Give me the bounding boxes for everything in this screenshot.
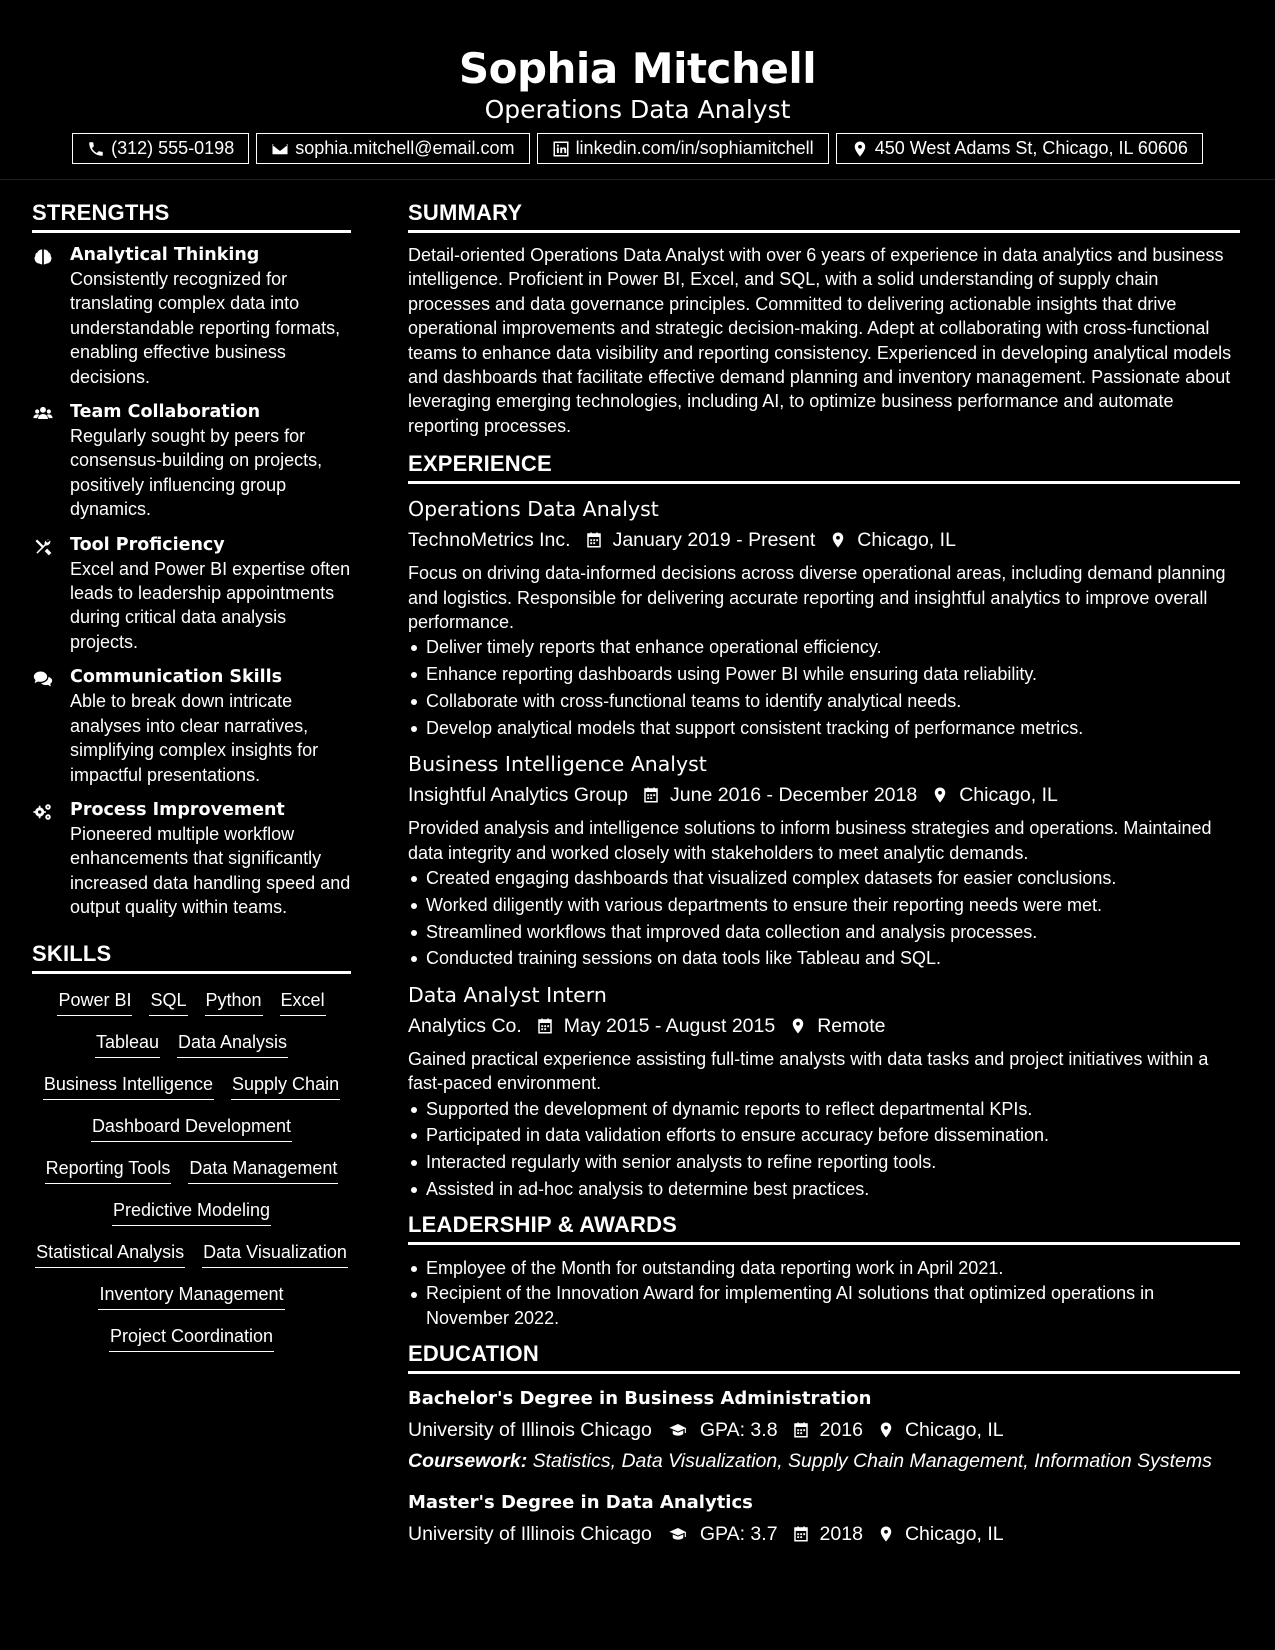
map-marker-icon [877,1421,895,1439]
degree-location: Chicago, IL [904,1419,1004,1442]
summary-text: Detail-oriented Operations Data Analyst with over 6 years of experience in data analytics and business intelligence. Proficient in Power BI, Excel, and SQL, with a solid understanding of supply chain processes and data governance principles. Committed to delivering actionable insights that drive operational improvements and strategic decision-making. Adept at collaborating with cross-functional teams to enhance data visibility and reporting consistency. Experienced in developing analytical models and dashboards that facilitate effective demand planning and inventory management. Passionate about leveraging emerging technologies, including AI, to optimize business performance and automate reporting processes. [408,245,1232,436]
strength-title: Team Collaboration [70,402,261,423]
degree-school: University of Illinois Chicago [408,1419,652,1442]
skills-list [32,984,351,1356]
degree-gpa: GPA: 3.8 [699,1419,778,1442]
degree-title: Master's Degree in Data Analytics [408,1492,753,1514]
skill-tag: Supply Chain [231,1072,340,1100]
degree-school: University of Illinois Chicago [408,1523,652,1546]
leadership-list [408,1255,1240,1331]
job-dates: January 2019 - Present [612,529,816,552]
skill-tag: Predictive Modeling [112,1198,271,1226]
calendar-icon [792,1421,810,1439]
graduation-cap-icon [666,1421,690,1439]
skill-tag: Data Visualization [202,1240,348,1268]
strength-title: Analytical Thinking [70,245,260,265]
contact-linkedin[interactable] [537,133,829,164]
list-item: Assisted in ad-hoc analysis to determine best practices. [408,1176,1240,1203]
list-item: Worked diligently with various departments to ensure their reporting needs were met. [408,892,1240,919]
skill-tag: Dashboard Development [91,1114,292,1142]
job-bullets [408,865,1240,972]
coursework [408,1446,1240,1476]
degree-meta [408,1518,1240,1550]
calendar-icon [536,1017,554,1035]
brain-icon [32,247,54,267]
degree-location: Chicago, IL [904,1523,1004,1546]
skills-heading: SKILLS [32,940,351,974]
education-heading: EDUCATION [408,1340,1240,1374]
resume-header [0,0,1275,180]
skill-tag: Excel [280,988,326,1016]
phone-icon [87,140,105,158]
leadership-heading: LEADERSHIP & AWARDS [408,1211,1240,1245]
contact-email[interactable] [256,133,529,164]
job-entry [408,494,1240,741]
phone-text: (312) 555-0198 [111,138,235,158]
skill-tag: Power BI [57,988,132,1016]
list-item: Employee of the Month for outstanding data reporting work in April 2021. [408,1255,1240,1282]
skill-tag: Reporting Tools [45,1156,172,1184]
contact-bar [0,133,1275,164]
linkedin-icon [552,140,570,158]
list-item: Conducted training sessions on data tools like Tableau and SQL. [408,945,1240,972]
skill-tag: Data Analysis [177,1030,288,1058]
job-bullets [408,634,1240,741]
job-description: Focus on driving data-informed decisions across diverse operational areas, including demand planning and logistics. Responsible for delivering accurate reporting and insightful analytics to improve overall performance. [408,563,1226,633]
job-title: Operations Data Analyst [408,497,659,522]
map-marker-icon [829,531,847,549]
strength-title: Process Improvement [70,799,285,820]
tools-icon [32,537,54,557]
skill-tag: Inventory Management [98,1282,284,1310]
degree-gpa: GPA: 3.7 [699,1523,778,1546]
calendar-icon [585,531,603,549]
envelope-icon [271,140,289,158]
list-item: Streamlined workflows that improved data collection and analysis processes. [408,919,1240,946]
list-item: Develop analytical models that support consistent tracking of performance metrics. [408,715,1240,742]
skill-tag: SQL [149,988,187,1016]
job-location: Remote [817,1014,886,1037]
strength-item [32,533,351,655]
map-marker-icon [789,1017,807,1035]
degree-meta [408,1414,1240,1446]
users-icon [32,404,54,424]
job-dates: June 2016 - December 2018 [670,784,918,807]
list-item: Enhance reporting dashboards using Power BI while ensuring data reliability. [408,661,1240,688]
linkedin-text: linkedin.com/in/sophiamitchell [575,138,814,158]
map-marker-icon [931,786,949,804]
candidate-name: Sophia Mitchell [458,44,817,93]
strength-item [32,400,351,522]
coursework-label: Coursework: [408,1450,528,1473]
calendar-icon [642,786,660,804]
contact-phone[interactable] [72,133,249,164]
comments-icon [32,669,54,689]
calendar-icon [792,1525,810,1543]
list-item: Collaborate with cross-functional teams to identify analytical needs. [408,688,1240,715]
address-text: 450 West Adams St, Chicago, IL 60606 [874,138,1188,158]
skill-tag: Business Intelligence [43,1072,214,1100]
job-company: Insightful Analytics Group [408,784,629,807]
map-marker-icon [877,1525,895,1543]
list-item: Created engaging dashboards that visualized complex datasets for easier conclusions. [408,865,1240,892]
list-item: Interacted regularly with senior analysts to refine reporting tools. [408,1149,1240,1176]
job-location: Chicago, IL [857,529,956,552]
job-company: Analytics Co. [408,1014,522,1037]
experience-heading: EXPERIENCE [408,450,1240,484]
strength-desc: Excel and Power BI expertise often leads to leadership appointments during critical data analysis projects. [70,558,351,652]
job-dates: May 2015 - August 2015 [563,1014,776,1037]
job-description: Provided analysis and intelligence solutions to inform business strategies and operations. Maintained data integrity and worked closely with stakeholders to meet analytic demands. [408,818,1212,863]
job-meta [408,779,1240,811]
degree-title: Bachelor's Degree in Business Administration [408,1388,872,1410]
job-title: Data Analyst Intern [408,982,607,1007]
list-item: Recipient of the Innovation Award for implementing AI solutions that optimized operations in November 2022. [408,1281,1240,1330]
summary-heading: SUMMARY [408,199,1240,233]
job-entry [408,749,1240,972]
degree-year: 2018 [819,1523,863,1546]
job-location: Chicago, IL [959,784,1058,807]
list-item: Supported the development of dynamic reports to reflect departmental KPIs. [408,1096,1240,1123]
candidate-title: Operations Data Analyst [484,95,791,124]
skill-tag: Python [205,988,263,1016]
right-column [408,199,1240,1555]
education-entry [408,1384,1240,1476]
strength-item [32,798,351,920]
strength-desc: Regularly sought by peers for consensus-building on projects, positively influencing group dynamics. [70,426,323,520]
job-description: Gained practical experience assisting full-time analysts with data tasks and project initiatives within a fast-paced environment. [408,1048,1209,1094]
job-entry [408,980,1240,1203]
job-meta [408,524,1240,556]
skill-tag: Data Management [188,1156,338,1184]
skill-tag: Tableau [95,1030,160,1058]
strength-desc: Pioneered multiple workflow enhancements that significantly increased data handling speed and output quality within teams. [70,823,351,918]
job-meta [408,1010,1240,1042]
strength-desc: Consistently recognized for translating complex data into understandable reporting formats, enabling effective business decisions. [70,269,341,387]
email-text: sophia.mitchell@email.com [295,138,515,158]
strength-title: Communication Skills [70,667,283,688]
list-item: Participated in data validation efforts to ensure accuracy before dissemination. [408,1122,1240,1149]
job-title: Business Intelligence Analyst [408,752,707,777]
strengths-heading: STRENGTHS [32,199,351,233]
degree-year: 2016 [819,1419,863,1442]
strength-title: Tool Proficiency [70,534,225,555]
strength-item [32,665,351,787]
coursework-list: Statistics, Data Visualization, Supply Chain Management, Information Systems [532,1450,1212,1473]
job-company: TechnoMetrics Inc. [408,529,571,552]
map-marker-icon [851,140,869,158]
skill-tag: Statistical Analysis [35,1240,185,1268]
job-bullets [408,1096,1240,1203]
contact-address[interactable] [836,133,1203,164]
cogs-icon [32,802,54,822]
strengths-list [32,243,351,920]
list-item: Deliver timely reports that enhance operational efficiency. [408,634,1240,661]
skill-tag: Project Coordination [109,1324,274,1352]
strength-desc: Able to break down intricate analyses into clear narratives, simplifying complex insights for impactful presentations. [70,691,319,785]
strength-item [32,243,351,389]
graduation-cap-icon [666,1525,690,1543]
education-entry [408,1488,1240,1550]
left-column [32,199,351,1356]
